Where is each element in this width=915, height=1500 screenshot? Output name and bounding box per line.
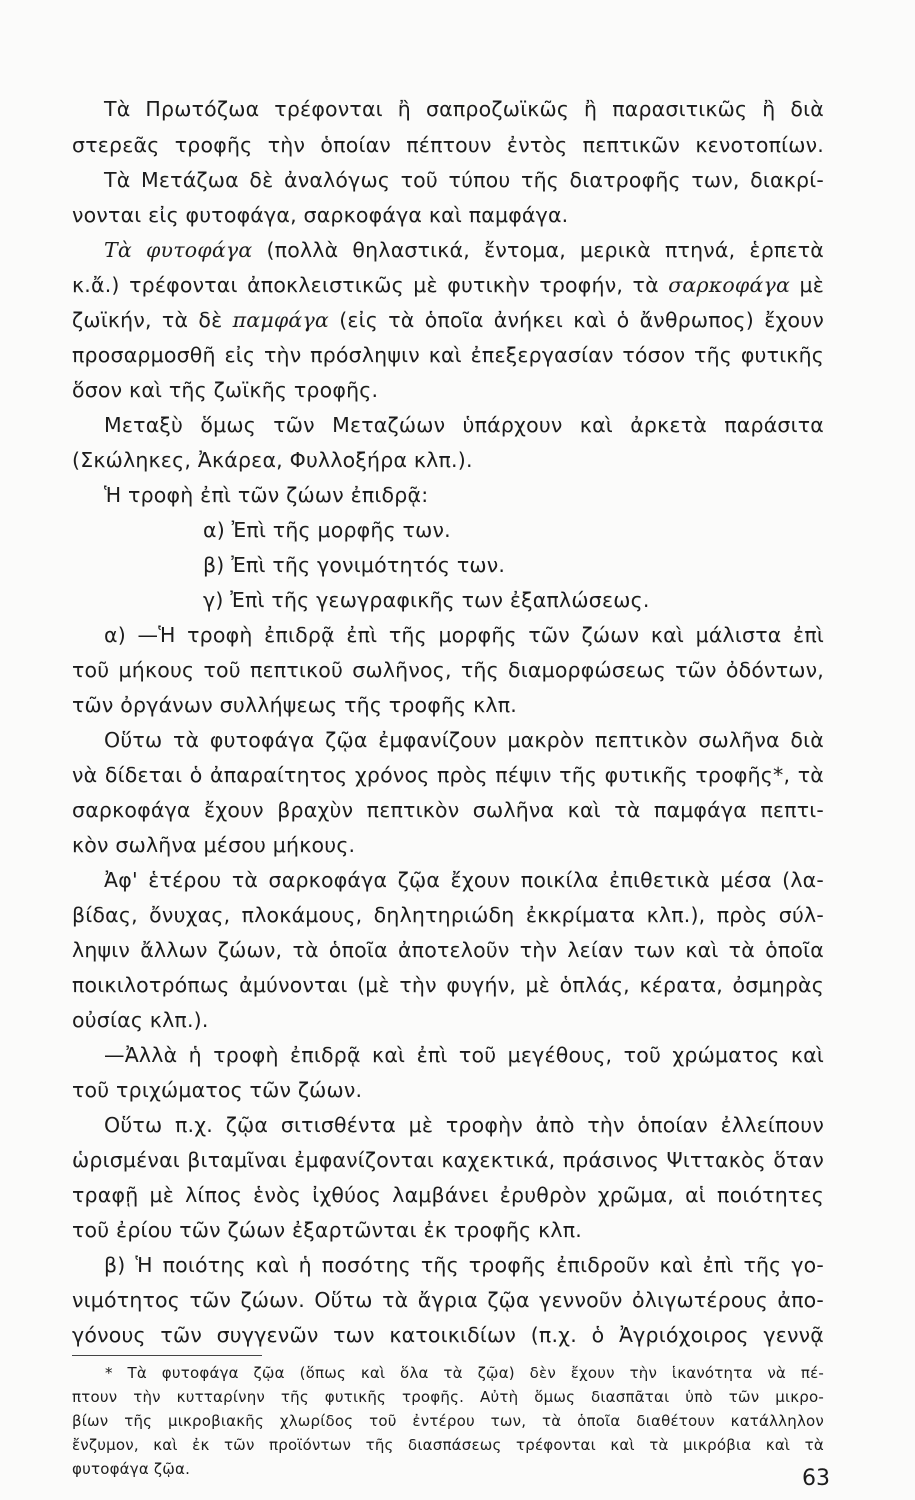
footnote-line: πτουν τὴν κυτταρίνην τῆς φυτικῆς τροφῆς. Αὐτὴ ὅμως διασπᾶται ὑπὸ τῶν μικρο-	[72, 1388, 824, 1406]
text-line: κὸν σωλῆνα μέσου μήκους.	[72, 833, 356, 857]
text-line: τῶν ὀργάνων συλλήψεως τῆς τροφῆς κλπ.	[72, 693, 518, 717]
page-number: 63	[802, 1466, 830, 1491]
text-segment: (πολλὰ θηλαστικά, ἔντομα, μερικὰ πτηνά, ἑρπετὰ	[266, 238, 824, 262]
text-line: —Ἀλλὰ ἡ τροφὴ ἐπιδρᾷ καὶ ἐπὶ τοῦ μεγέθους, τοῦ χρώματος καὶ	[104, 1043, 824, 1067]
text-segment: κ.ἄ.) τρέφονται ἀποκλειστικῶς μὲ φυτικὴν τροφήν, τὰ	[72, 273, 659, 297]
text-line: α) —Ἡ τροφὴ ἐπιδρᾷ ἐπὶ τῆς μορφῆς τῶν ζώων καὶ μάλιστα ἐπὶ	[104, 623, 824, 647]
italic-term: σαρκοφάγα	[668, 273, 791, 297]
footnote-line: φυτοφάγα ζῷα.	[72, 1460, 191, 1478]
text-line: ληψιν ἄλλων ζώων, τὰ ὁποῖα ἀποτελοῦν τὴν λείαν των καὶ τὰ ὁποῖα	[72, 938, 824, 962]
text-line: Μεταξὺ ὅμως τῶν Μεταζώων ὑπάρχουν καὶ ἀρκετὰ παράσιτα	[104, 413, 824, 437]
text-line: νὰ δίδεται ὁ ἀπαραίτητος χρόνος πρὸς πέψιν τῆς φυτικῆς τροφῆς*, τὰ	[72, 763, 824, 787]
text-line: νονται εἰς φυτοφάγα, σαρκοφάγα καὶ παμφάγα.	[72, 203, 569, 227]
text-line: προσαρμοσθῆ εἰς τὴν πρόσληψιν καὶ ἐπεξεργασίαν τόσον τῆς φυτικῆς	[72, 343, 824, 367]
italic-term: παμφάγα	[232, 308, 329, 332]
text-segment: (εἰς τὰ ὁποῖα ἀνήκει καὶ ὁ ἄνθρωπος) ἔχουν	[339, 308, 824, 332]
text-line: (Σκώληκες, Ἀκάρεα, Φυλλοξήρα κλπ.).	[72, 448, 473, 472]
italic-term: Τὰ φυτοφάγα	[104, 238, 253, 262]
text-line: ὡρισμέναι βιταμῖναι ἐμφανίζονται καχεκτικά, πράσινος Ψιττακὸς ὅταν	[72, 1148, 824, 1172]
list-item: α) Ἐπὶ τῆς μορφῆς των.	[203, 518, 451, 542]
text-line: οὐσίας κλπ.).	[72, 1008, 209, 1032]
text-segment: ζωϊκήν, τὰ δὲ	[72, 308, 223, 332]
text-segment: μὲ	[799, 273, 824, 297]
text-line	[72, 271, 824, 299]
text-line: ποικιλοτρόπως ἀμύνονται (μὲ τὴν φυγήν, μὲ ὁπλάς, κέρατα, ὀσμηρὰς	[72, 973, 824, 997]
footnote-line: * Τὰ φυτοφάγα ζῷα (ὅπως καὶ ὅλα τὰ ζῷα) δὲν ἔχουν τὴν ἱκανότητα νὰ πέ-	[105, 1364, 824, 1382]
text-line: Ἡ τροφὴ ἐπὶ τῶν ζώων ἐπιδρᾷ:	[104, 483, 429, 507]
text-line: Τὰ Πρωτόζωα τρέφονται ἢ σαπροζωϊκῶς ἢ παρασιτικῶς ἢ διὰ	[104, 97, 824, 121]
text-line: Οὕτω π.χ. ζῷα σιτισθέντα μὲ τροφὴν ἀπὸ τὴν ὁποίαν ἐλλείπουν	[104, 1113, 824, 1137]
text-line: στερεᾶς τροφῆς τὴν ὁποίαν πέπτουν ἐντὸς πεπτικῶν κενοτοπίων.	[72, 133, 824, 157]
text-line: β) Ἡ ποιότης καὶ ἡ ποσότης τῆς τροφῆς ἐπιδροῦν καὶ ἐπὶ τῆς γο-	[104, 1253, 824, 1277]
list-item: γ) Ἐπὶ τῆς γεωγραφικῆς των ἐξαπλώσεως.	[203, 588, 650, 612]
text-line: τραφῇ μὲ λίπος ἑνὸς ἰχθύος λαμβάνει ἐρυθρὸν χρῶμα, αἱ ποιότητες	[72, 1183, 824, 1207]
text-line: τοῦ τριχώματος τῶν ζώων.	[72, 1078, 363, 1102]
text-line: σαρκοφάγα ἔχουν βραχὺν πεπτικὸν σωλῆνα καὶ τὰ παμφάγα πεπτι-	[72, 798, 824, 822]
footnote-divider	[72, 1355, 262, 1356]
text-line: τοῦ μήκους τοῦ πεπτικοῦ σωλῆνος, τῆς διαμορφώσεως τῶν ὀδόντων,	[72, 658, 824, 682]
text-line: Τὰ Μετάζωα δὲ ἀναλόγως τοῦ τύπου τῆς διατροφῆς των, διακρί-	[104, 168, 824, 192]
text-line: Ἀφ' ἑτέρου τὰ σαρκοφάγα ζῷα ἔχουν ποικίλα ἐπιθετικὰ μέσα (λα-	[104, 868, 824, 892]
text-line	[104, 236, 824, 264]
text-line: Οὕτω τὰ φυτοφάγα ζῷα ἐμφανίζουν μακρὸν πεπτικὸν σωλῆνα διὰ	[104, 728, 824, 752]
text-line: γόνους τῶν συγγενῶν των κατοικιδίων (π.χ. ὁ Ἀγριόχοιρος γεννᾷ	[72, 1323, 824, 1347]
text-line: τοῦ ἐρίου τῶν ζώων ἐξαρτῶνται ἐκ τροφῆς κλπ.	[72, 1218, 582, 1242]
text-line: βίδας, ὄνυχας, πλοκάμους, δηλητηριώδη ἐκκρίματα κλπ.), πρὸς σύλ-	[72, 903, 824, 927]
footnote-line: ἔνζυμον, καὶ ἐκ τῶν προϊόντων τῆς διασπάσεως τρέφονται καὶ τὰ μικρόβια καὶ τὰ	[72, 1436, 824, 1454]
text-line: νιμότητος τῶν ζώων. Οὕτω τὰ ἄγρια ζῷα γεννοῦν ὀλιγωτέρους ἀπο-	[72, 1288, 824, 1312]
footnote-line: βίων τῆς μικροβιακῆς χλωρίδος τοῦ ἐντέρου των, τὰ ὁποῖα διαθέτουν κατάλληλον	[72, 1412, 824, 1430]
list-item: β) Ἐπὶ τῆς γονιμότητός των.	[203, 553, 506, 577]
text-line	[72, 306, 824, 334]
text-line: ὅσον καὶ τῆς ζωϊκῆς τροφῆς.	[72, 378, 379, 402]
